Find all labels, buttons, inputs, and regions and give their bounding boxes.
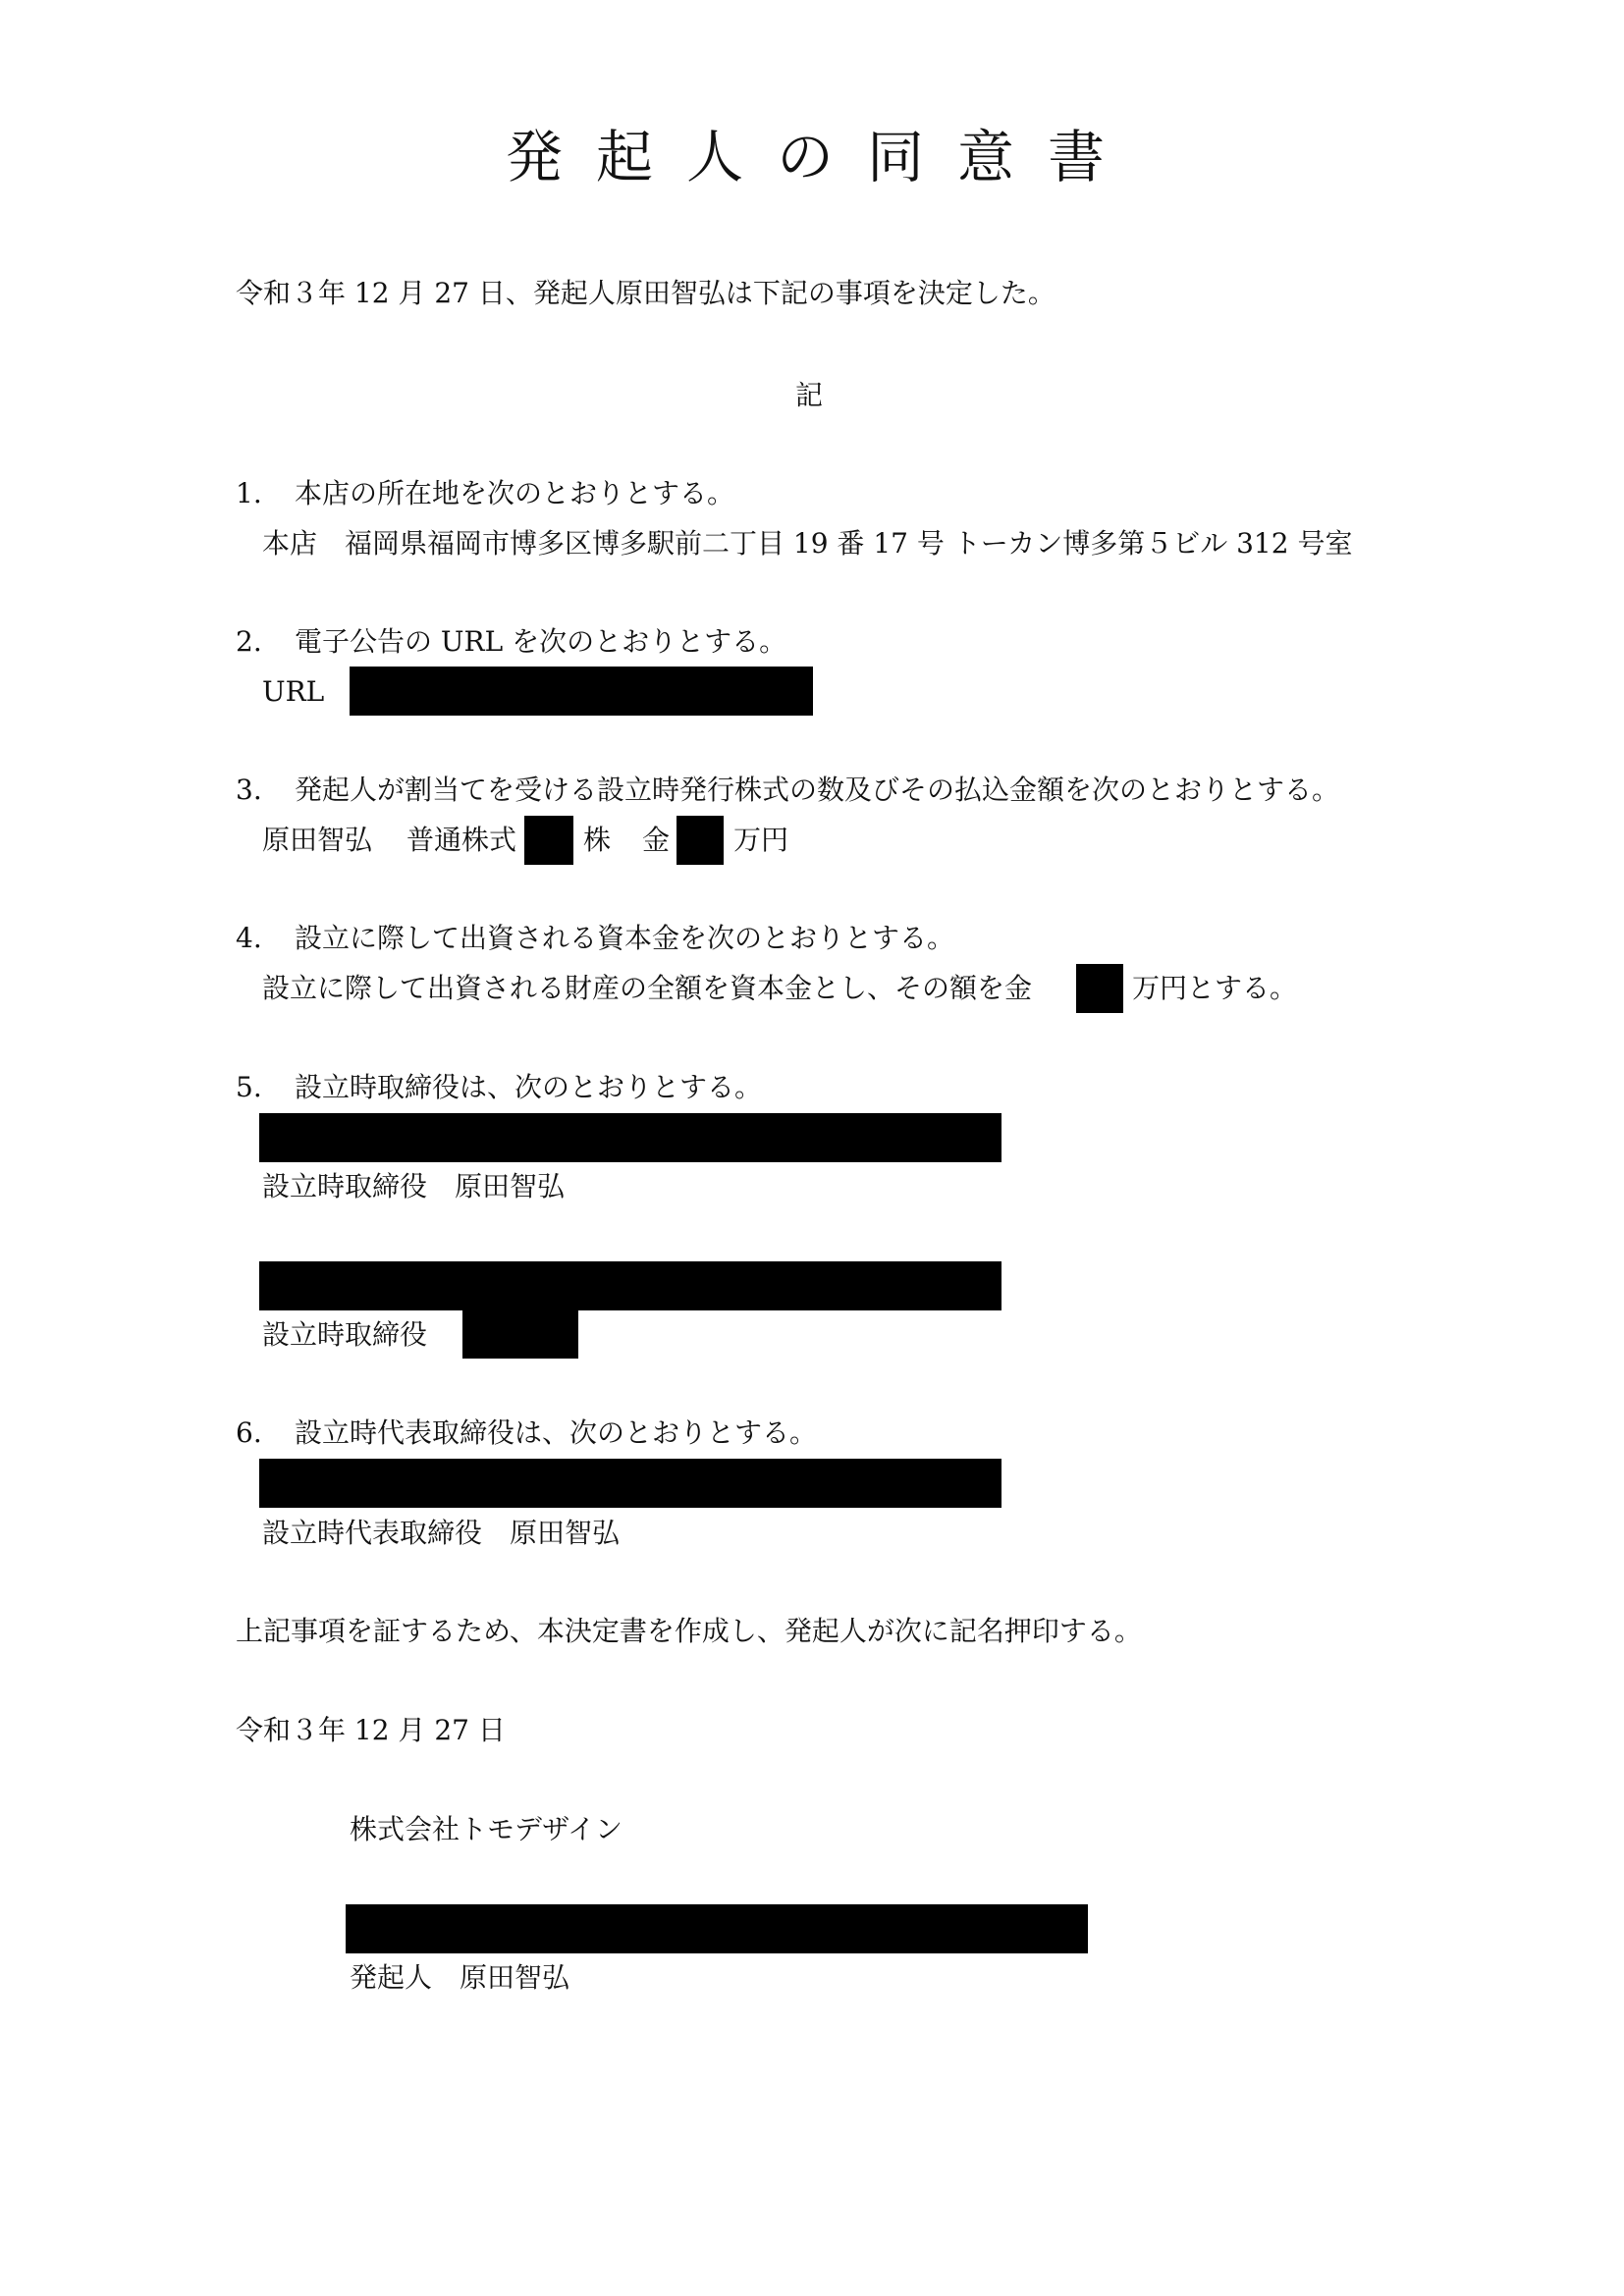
director-2-label: 設立時取締役 — [262, 1318, 428, 1351]
url-label: URL — [262, 675, 325, 708]
head-office-address: 本店 福岡県福岡市博多区博多駅前二丁目 19 番 17 号 トーカン博多第５ビル 312 号室 — [262, 527, 1353, 560]
capital-line-pre: 設立に際して出資される財産の全額を資本金とし、その額を金 — [262, 972, 1033, 1004]
redaction-box — [259, 1459, 1001, 1508]
document-title: 発起人の同意書 — [505, 124, 1138, 190]
intro-text: 令和３年 12 月 27 日、発起人原田智弘は下記の事項を決定した。 — [236, 277, 1056, 309]
founder-name: 原田智弘 — [262, 824, 373, 856]
item-heading-text: 発起人が割当てを受ける設立時発行株式の数及びその払込金額を次のとおりとする。 — [295, 774, 1340, 806]
item-number: 1. — [236, 477, 262, 509]
item-2-heading — [236, 625, 786, 659]
shares-unit: 株 — [583, 824, 612, 856]
redaction-box — [346, 1904, 1088, 1953]
item-number: 5. — [236, 1071, 262, 1103]
director-1: 設立時取締役 原田智弘 — [262, 1170, 566, 1202]
item-1-heading — [236, 477, 734, 510]
item-number: 4. — [236, 922, 262, 954]
redaction-box — [350, 667, 813, 716]
company-name: 株式会社トモデザイン — [350, 1813, 623, 1845]
item-heading-text: 設立時代表取締役は、次のとおりとする。 — [295, 1416, 818, 1449]
stock-type: 普通株式 — [406, 824, 517, 856]
closing-text: 上記事項を証するため、本決定書を作成し、発起人が次に記名押印する。 — [236, 1615, 1142, 1647]
redaction-box — [1076, 964, 1123, 1013]
item-number: 6. — [236, 1416, 262, 1449]
item-heading-text: 設立時取締役は、次のとおりとする。 — [295, 1071, 763, 1103]
redaction-box — [259, 1113, 1001, 1162]
redaction-box — [677, 816, 724, 865]
redaction-box — [259, 1261, 1001, 1310]
closing-date: 令和３年 12 月 27 日 — [236, 1714, 506, 1746]
kin-label: 金 — [642, 824, 671, 856]
item-number: 3. — [236, 774, 262, 806]
item-heading-text: 設立に際して出資される資本金を次のとおりとする。 — [295, 922, 955, 954]
representative-director: 設立時代表取締役 原田智弘 — [262, 1517, 621, 1549]
item-3-heading — [236, 774, 1339, 807]
redaction-box — [462, 1309, 578, 1359]
item-5-heading — [236, 1071, 762, 1104]
ki-heading: 記 — [795, 379, 824, 411]
signer-name: 発起人 原田智弘 — [350, 1961, 570, 1994]
redaction-box — [524, 816, 573, 865]
item-number: 2. — [236, 625, 262, 658]
item-heading-text: 電子公告の URL を次のとおりとする。 — [295, 625, 787, 658]
item-heading-text: 本店の所在地を次のとおりとする。 — [295, 477, 735, 509]
capital-line-post: 万円とする。 — [1132, 972, 1298, 1004]
yen-unit: 万円 — [733, 824, 789, 856]
item-4-heading — [236, 922, 954, 955]
item-6-heading — [236, 1416, 817, 1450]
